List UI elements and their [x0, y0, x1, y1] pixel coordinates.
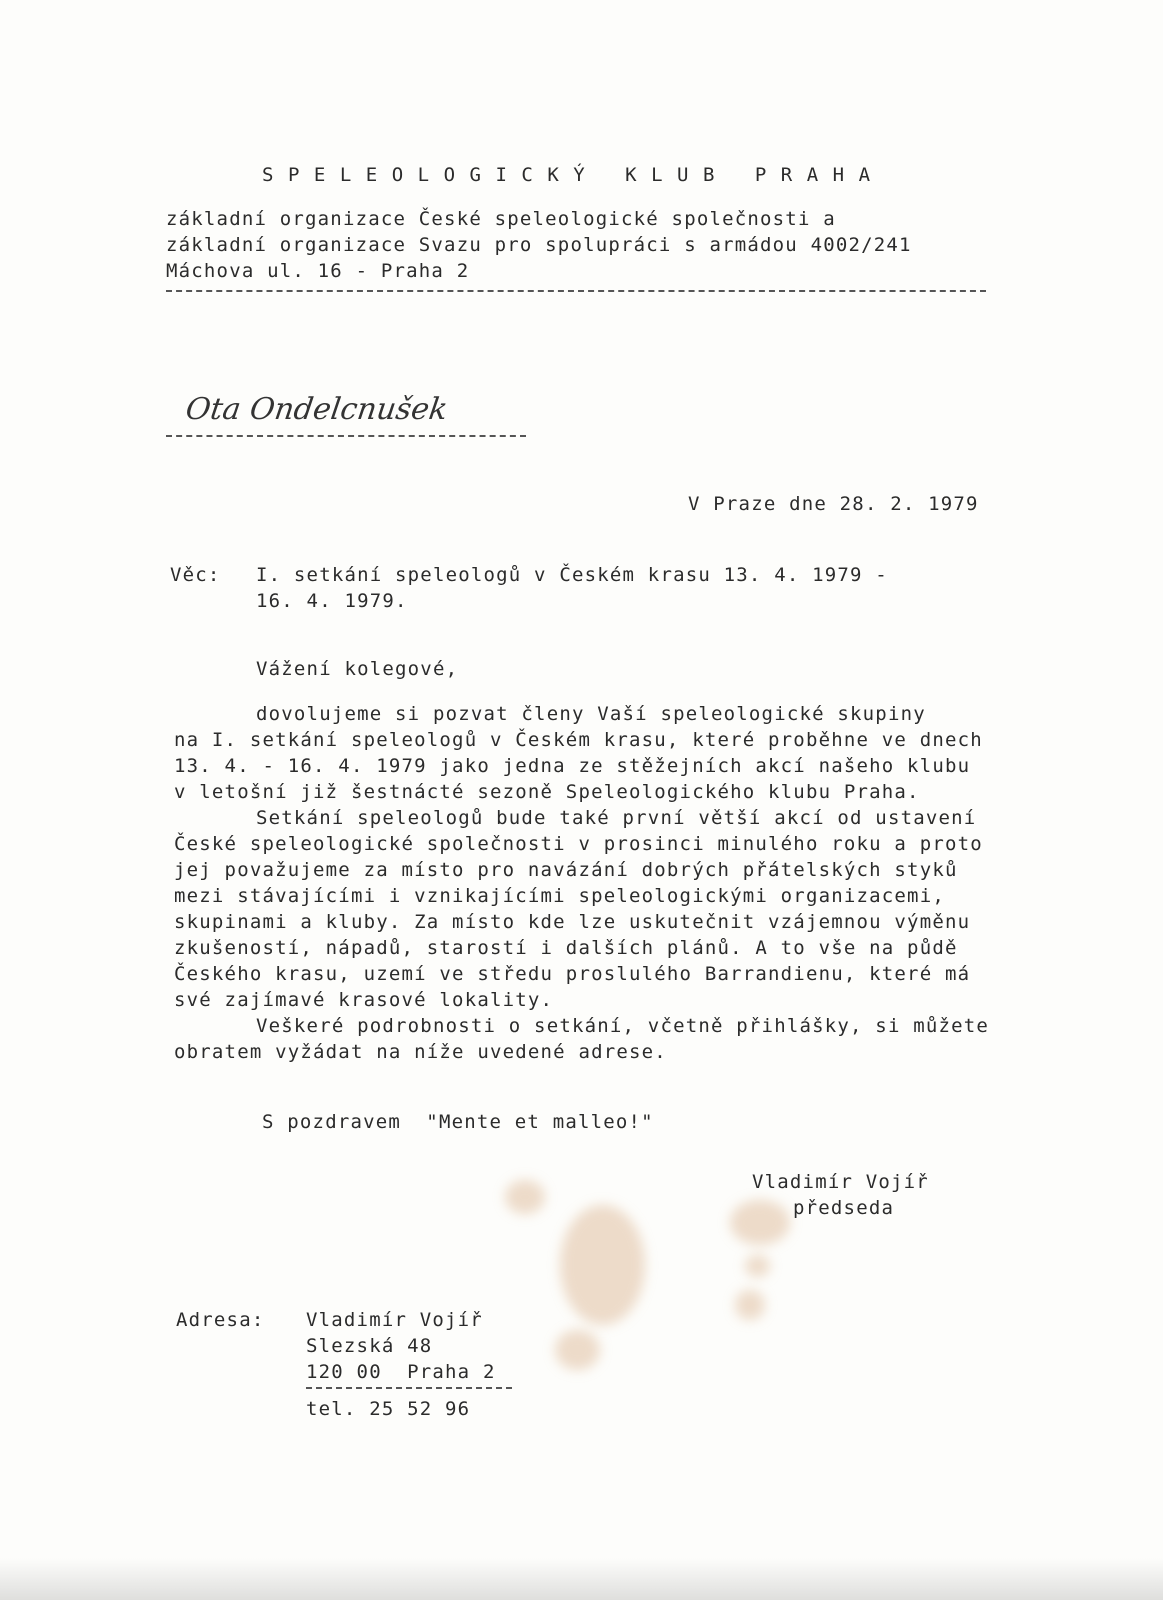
header-line: základní organizace České speleologické společnosti a — [166, 208, 836, 230]
body-line: obratem vyžádat na níže uvedené adrese. — [174, 1041, 667, 1063]
salutation: Vážení kolegové, — [256, 658, 459, 680]
stain — [560, 1205, 645, 1325]
signatory-title: předseda — [793, 1197, 895, 1219]
subject-line: 16. 4. 1979. — [256, 590, 408, 612]
date-line: V Praze dne 28. 2. 1979 — [688, 493, 979, 515]
signatory-name: Vladimír Vojíř — [752, 1171, 929, 1193]
body-line: České speleologické společnosti v prosinci minulého roku a proto — [174, 833, 983, 855]
handwritten-recipient: Ota Ondelcnušek — [183, 392, 450, 427]
body-line: Českého krasu, uzemí ve středu proslulého Barrandienu, které má — [174, 963, 971, 985]
closing: S pozdravem "Mente et malleo!" — [262, 1111, 654, 1133]
body-line: 13. 4. - 16. 4. 1979 jako jedna ze stěžejních akcí našeho klubu — [174, 755, 971, 777]
address-phone: tel. 25 52 96 — [306, 1398, 471, 1420]
body-line: v letošní již šestnácté sezoně Speleologického klubu Praha. — [174, 781, 920, 803]
body-line: dovolujeme si pozvat členy Vaší speleologické skupiny — [256, 703, 926, 725]
header-line: Máchova ul. 16 - Praha 2 — [166, 260, 470, 282]
body-line: skupinami a kluby. Za místo kde lze uskutečnit vzájemnou výměnu — [174, 911, 971, 933]
recipient-underline — [166, 435, 526, 437]
stain — [745, 1255, 770, 1277]
body-line: jej považujeme za místo pro navázání dobrých přátelských styků — [174, 859, 958, 881]
stain — [735, 1290, 765, 1320]
scan-edge-shadow — [0, 1558, 1163, 1600]
stain — [555, 1330, 600, 1370]
header-line: základní organizace Svazu pro spolupráci s armádou 4002/241 — [166, 234, 912, 256]
club-name: SPELEOLOGICKÝ KLUB PRAHA — [262, 164, 885, 186]
body-line: na I. setkání speleologů v Českém krasu, které proběhne ve dnech — [174, 729, 983, 751]
body-line: mezi stávajícími i vznikajícími speleologickými organizacemi, — [174, 885, 945, 907]
address-line: Slezská 48 — [306, 1335, 433, 1357]
header-divider — [166, 290, 986, 292]
subject-line: I. setkání speleologů v Českém krasu 13. 4. 1979 - — [256, 564, 888, 586]
address-divider — [306, 1387, 512, 1389]
body-line: Setkání speleologů bude také první větší akcí od ustavení — [256, 807, 977, 829]
body-line: zkušeností, nápadů, starostí i dalších plánů. A to vše na půdě — [174, 937, 958, 959]
address-line: 120 00 Praha 2 — [306, 1361, 496, 1383]
body-line: Veškeré podrobnosti o setkání, včetně přihlášky, si můžete — [256, 1015, 990, 1037]
stain — [505, 1180, 545, 1214]
stain — [730, 1200, 790, 1245]
address-label: Adresa: — [176, 1309, 265, 1331]
subject-label: Věc: — [170, 564, 221, 586]
body-line: své zajímavé krasové lokality. — [174, 989, 554, 1011]
address-line: Vladimír Vojíř — [306, 1309, 483, 1331]
